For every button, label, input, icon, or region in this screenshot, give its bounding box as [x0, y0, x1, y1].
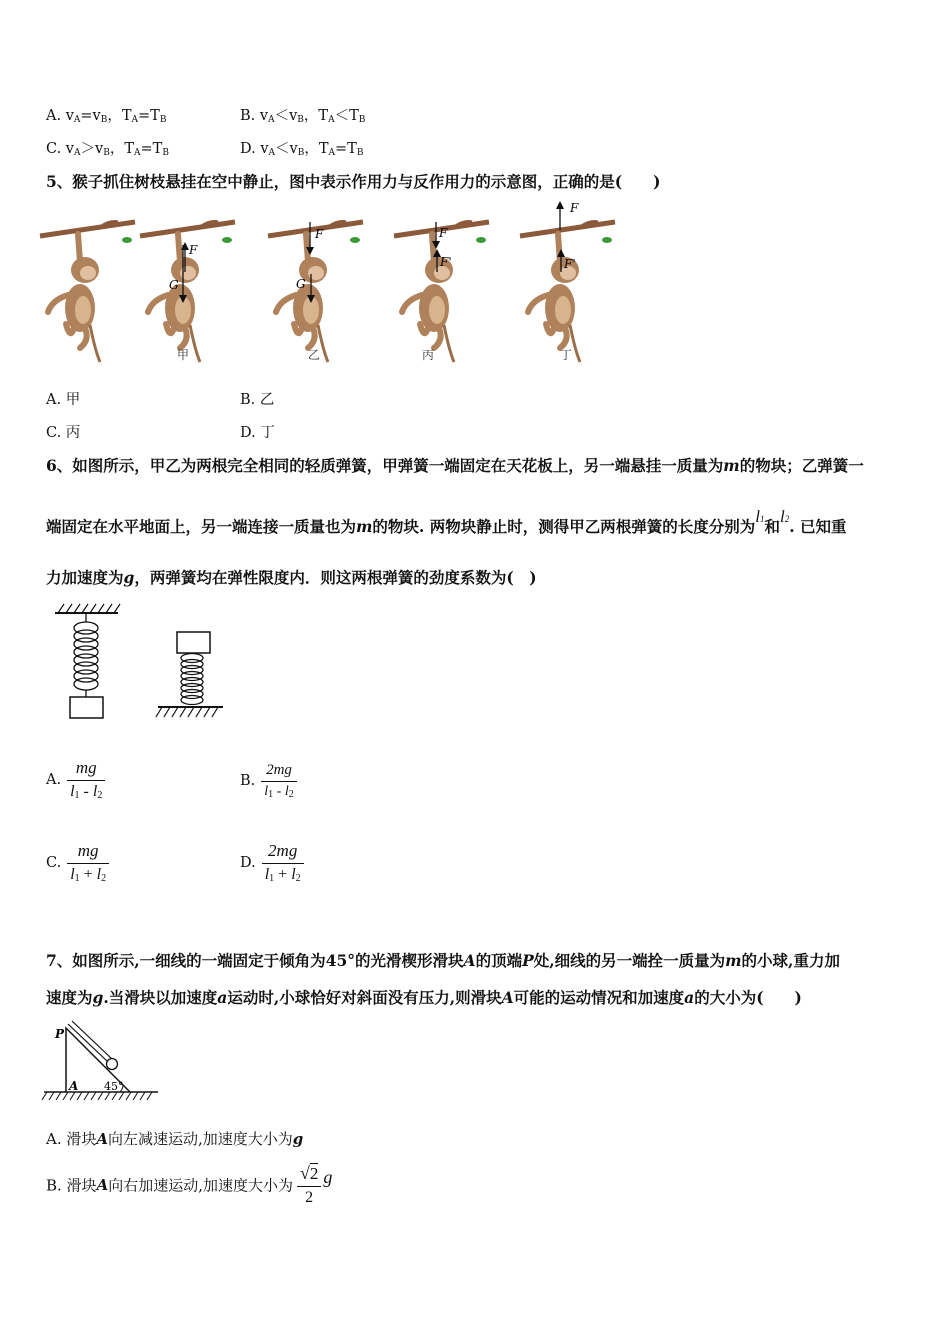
wedge-figure [44, 1016, 164, 1106]
springs-figure [50, 600, 230, 725]
label-p: P [55, 1027, 65, 1041]
force-label-f: F [439, 226, 448, 240]
monkey-bing [394, 222, 489, 362]
q6-stem-line3: 力加速度为g，两弹簧均在弹性限度内．则这两根弹簧的劲度系数为( ) [46, 568, 537, 587]
force-label-g: G [169, 278, 179, 292]
monkey-yi [268, 222, 363, 362]
q6-option-a: A. $\frac{mg}{l1 - l2}$ [46, 758, 105, 801]
block-yi [177, 632, 210, 653]
q7-stem-line2: 速度为g.当滑块以加速度a运动时,小球恰好对斜面没有压力,则滑块A可能的运动情况和加速度a的大小为( ) [46, 988, 802, 1007]
q4-option-c: C. $v_A>v_B$，$T_A=T_B$ [46, 141, 169, 158]
caption-jia: 甲 [177, 348, 190, 362]
q6-option-b: B. $\frac{2mg}{l1 - l2}$ [240, 762, 297, 800]
monkey-ding [520, 201, 615, 362]
q6-stem-line1: 6、如图所示，甲乙为两根完全相同的轻质弹簧，甲弹簧一端固定在天花板上，另一端悬挂一质量为m的物块；乙弹簧一 [46, 456, 864, 475]
q6-option-d: D. $\frac{2mg}{l1 + l2}$ [240, 841, 304, 884]
label-angle: 45° [104, 1080, 124, 1093]
q5-option-a: A. 甲 [46, 392, 81, 408]
force-label-f-prime: F' [564, 257, 576, 271]
ball [107, 1059, 118, 1070]
q5-stem: 5、猴子抓住树枝悬挂在空中静止，图中表示作用力与反作用力的示意图，正确的是( ) [46, 172, 661, 191]
force-label-g: G [296, 277, 306, 291]
q6-stem-line2: 端固定在水平地面上，另一端连接一质量也为m的物块. 两物块静止时，测得甲乙两根弹簧的长度分别为l1和l2. 已知重 [46, 507, 847, 536]
force-label-f: F [315, 227, 324, 241]
monkey-plain [40, 222, 135, 362]
caption-yi: 乙 [308, 348, 321, 362]
label-a: A [69, 1079, 79, 1093]
q7-option-b: B. 滑块A向右加速运动,加速度大小为 $\frac{√2}{2}$ g [46, 1163, 333, 1206]
caption-bing: 丙 [422, 348, 435, 362]
force-label-f: F [570, 201, 579, 215]
monkey-jia [140, 222, 235, 362]
spring-jia [74, 622, 98, 690]
q5-option-b: B. 乙 [240, 392, 275, 408]
q4-option-b: B. $v_A<v_B$，$T_A<T_B$ [240, 108, 366, 125]
monkey-figures [40, 200, 640, 370]
q4-option-a: A. $v_A=v_B$，$T_A=T_B$ [46, 108, 167, 125]
q4-option-d: D. $v_A<v_B$，$T_A=T_B$ [240, 141, 364, 158]
block-jia [70, 697, 103, 718]
q5-option-c: C. 丙 [46, 425, 81, 441]
spring-yi [181, 654, 203, 705]
force-label-f-prime: F' [440, 255, 452, 269]
q7-option-a: A. 滑块A向左减速运动,加速度大小为g [46, 1130, 304, 1148]
q5-option-d: D. 丁 [240, 425, 275, 441]
q7-stem-line1: 7、如图所示,一细线的一端固定于倾角为45°的光滑楔形滑块A的顶端P处,细线的另一端拴一质量为m的小球,重力加 [46, 951, 840, 970]
force-label-f: F [189, 243, 198, 257]
q6-option-c: C. $\frac{mg}{l1 + l2}$ [46, 841, 109, 884]
caption-ding: 丁 [560, 348, 573, 362]
